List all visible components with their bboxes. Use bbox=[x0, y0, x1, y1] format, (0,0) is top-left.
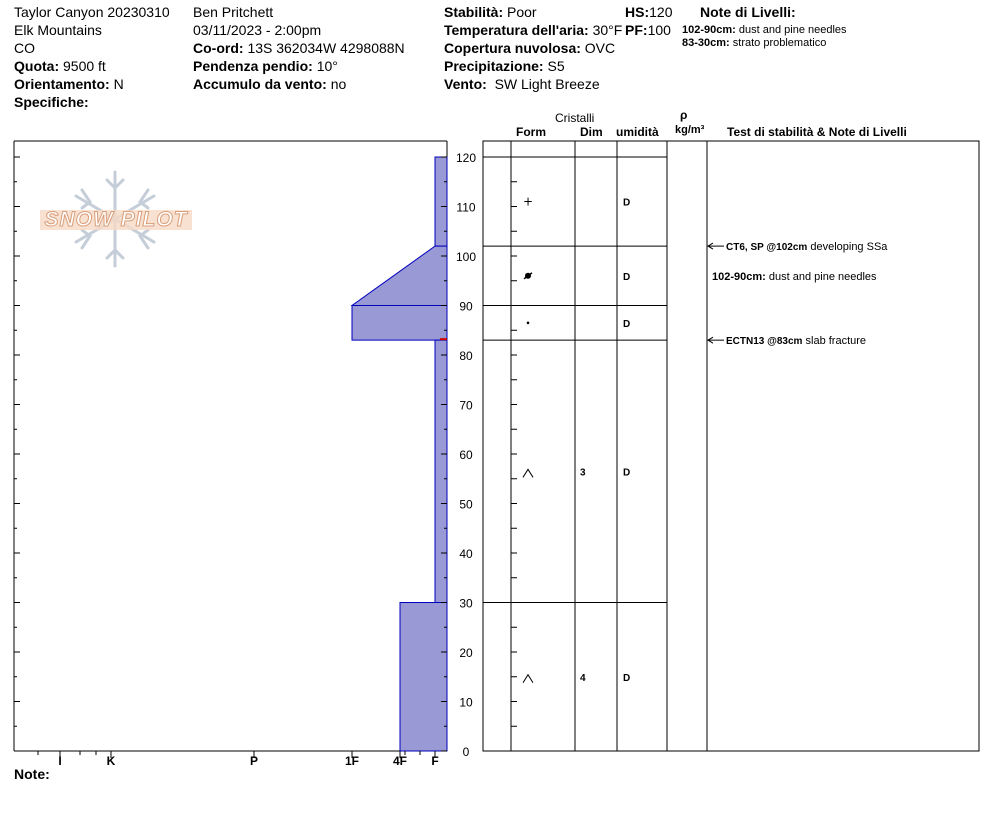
layer-table-frame bbox=[483, 141, 979, 751]
observation-datetime: 03/11/2023 - 2:00pm bbox=[193, 22, 322, 38]
stability-test-note: 102-90cm: dust and pine needles bbox=[712, 270, 877, 283]
stability-test-note: ECTN13 @83cm slab fracture bbox=[726, 335, 867, 348]
stability-test-note: CT6, SP @102cm developing SSa bbox=[726, 241, 888, 254]
x-tick-label: F bbox=[431, 754, 439, 768]
x-tick-label: K bbox=[106, 754, 116, 768]
y-tick-label: 40 bbox=[459, 547, 473, 561]
y-tick-label: 0 bbox=[462, 745, 470, 759]
range-name: Elk Mountains bbox=[14, 22, 102, 38]
layer-notes-title: Note di Livelli: bbox=[700, 4, 796, 20]
form-header: Form bbox=[516, 125, 546, 139]
moisture-header: umidità bbox=[616, 125, 659, 139]
density-unit-header: kg/m³ bbox=[675, 124, 705, 136]
hardness-layer bbox=[352, 246, 447, 305]
x-tick-label: P bbox=[249, 754, 259, 768]
grain-size: 4 bbox=[580, 672, 586, 684]
specifics-label: Specifiche: bbox=[14, 94, 89, 110]
x-tick-label: 1F bbox=[344, 754, 360, 768]
size-header: Dim bbox=[580, 125, 603, 139]
y-tick-label: 30 bbox=[459, 596, 473, 611]
y-tick-label: 90 bbox=[459, 299, 473, 314]
wind-field: Vento: SW Light Breeze bbox=[444, 76, 600, 92]
layer-note-item: 83-30cm: strato problematico bbox=[682, 37, 827, 49]
state-name: CO bbox=[14, 40, 35, 56]
moisture-value: D bbox=[623, 467, 631, 479]
moisture-value: D bbox=[623, 318, 631, 330]
elevation-field: Quota: 9500 ft bbox=[14, 58, 106, 74]
logo-text: SNOW PILOT bbox=[44, 208, 188, 231]
hardness-layer bbox=[352, 306, 447, 341]
y-tick-label: 100 bbox=[455, 250, 477, 264]
pf-field: PF:100 bbox=[625, 22, 671, 38]
stability-field: Stabilità: Poor bbox=[444, 4, 537, 20]
sky-cover-field: Copertura nuvolosa: OVC bbox=[444, 40, 616, 56]
hs-field: HS:120 bbox=[625, 4, 673, 20]
grain-size: 3 bbox=[580, 467, 586, 479]
y-tick-label: 60 bbox=[459, 448, 473, 462]
hardness-layer bbox=[400, 603, 447, 752]
notes-label: Note: bbox=[14, 766, 50, 782]
observer-name: Ben Pritchett bbox=[193, 4, 274, 20]
precipitation-field: Precipitazione: S5 bbox=[444, 58, 565, 74]
y-tick-label: 50 bbox=[459, 497, 473, 512]
y-tick-label: 110 bbox=[456, 200, 476, 215]
grain-form-icon bbox=[523, 469, 533, 477]
moisture-value: D bbox=[623, 672, 631, 684]
hardness-layer bbox=[435, 157, 447, 246]
y-tick-label: 20 bbox=[459, 646, 473, 660]
grain-form-icon bbox=[523, 675, 533, 683]
y-tick-label: 70 bbox=[459, 398, 473, 413]
aspect-field: Orientamento: N bbox=[14, 76, 124, 92]
crystals-header: Cristalli bbox=[555, 111, 595, 125]
y-tick-label: 80 bbox=[459, 349, 473, 363]
y-tick-label: 10 bbox=[459, 695, 473, 710]
slope-field: Pendenza pendio: 10° bbox=[193, 58, 338, 74]
air-temp-field: Temperatura dell'aria: 30°F bbox=[444, 22, 623, 38]
grain-form-icon bbox=[527, 322, 530, 325]
stability-tests-header: Test di stabilità & Note di Livelli bbox=[727, 125, 907, 139]
y-tick-label: 120 bbox=[455, 151, 477, 165]
location-title: Taylor Canyon 20230310 bbox=[14, 4, 170, 20]
grain-form-icon: + bbox=[522, 194, 534, 209]
layer-note-item: 102-90cm: dust and pine needles bbox=[682, 24, 847, 36]
moisture-value: D bbox=[623, 197, 631, 209]
wind-loading-field: Accumulo da vento: no bbox=[193, 76, 347, 92]
coordinates-field: Co-ord: 13S 362034W 4298088N bbox=[193, 40, 405, 56]
rho-header: ρ bbox=[680, 108, 688, 122]
x-tick-label: I bbox=[58, 754, 62, 768]
moisture-value: D bbox=[623, 271, 631, 283]
x-tick-label: 4F bbox=[392, 754, 408, 768]
